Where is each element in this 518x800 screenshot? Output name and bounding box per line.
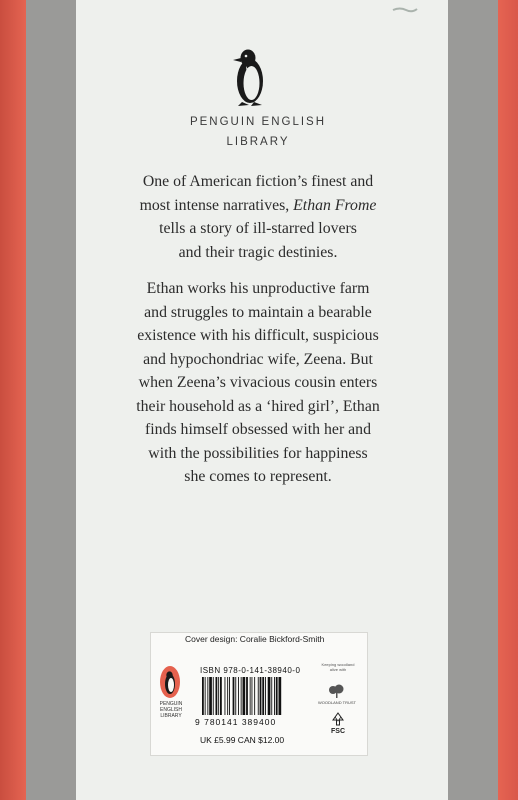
blurb-line: with the possibilities for happiness (148, 444, 368, 462)
blurb-line: existence with his difficult, suspicious (137, 327, 379, 344)
isbn: ISBN 978-0-141-38940-0 (200, 666, 301, 675)
fsc-tree-icon (331, 712, 345, 726)
blurb-line: and hypochondriac wife, Zeena. But (143, 350, 373, 368)
imprint-line-1: PENGUIN ENGLISH (189, 116, 327, 128)
blurb-line: and their tragic destinies. (178, 243, 338, 261)
blurb-line: and struggles to maintain a bearable (144, 303, 372, 321)
blurb-paragraph-2 (100, 277, 416, 489)
page-edge (498, 0, 518, 800)
scuff-mark (392, 6, 418, 14)
blurb-line: tells a story of ill-starred lovers (159, 220, 357, 237)
blurb-line: she comes to represent. (184, 468, 332, 485)
blurb-paragraph-1 (100, 170, 416, 264)
imprint-name (150, 112, 366, 152)
price: UK £5.99 CAN $12.00 (200, 735, 285, 745)
blurb-line: Ethan works his unproductive farm (146, 280, 370, 297)
penguin-mini-icon (160, 666, 180, 698)
blurb-line (100, 194, 416, 218)
imprint-line-2: LIBRARY (226, 136, 290, 148)
tree-icon (327, 684, 347, 698)
barcode-number: 9 780141 389400 (195, 717, 277, 727)
blurb-line: One of American fiction’s finest and (142, 173, 374, 190)
cover-credit: Cover design: Coralie Bickford-Smith (185, 634, 325, 644)
mini-imprint-label: PENGUIN ENGLISH LIBRARY (159, 701, 183, 719)
blurb-text: most intense narratives, (139, 196, 290, 214)
penguin-icon (230, 47, 270, 109)
book-title: Ethan Frome (293, 196, 377, 214)
spine-edge (0, 0, 26, 800)
woodland-label: WOODLAND TRUST (318, 700, 356, 705)
barcode (200, 677, 310, 715)
fsc-label: FSC (331, 728, 345, 735)
blurb-line: finds himself obsessed with her and (145, 421, 371, 438)
woodland-text: Keeping woodland alive with (321, 662, 355, 672)
blurb-line: when Zeena’s vivacious cousin enters (138, 374, 378, 391)
blurb-line: their household as a ‘hired girl’, Ethan (136, 397, 380, 415)
